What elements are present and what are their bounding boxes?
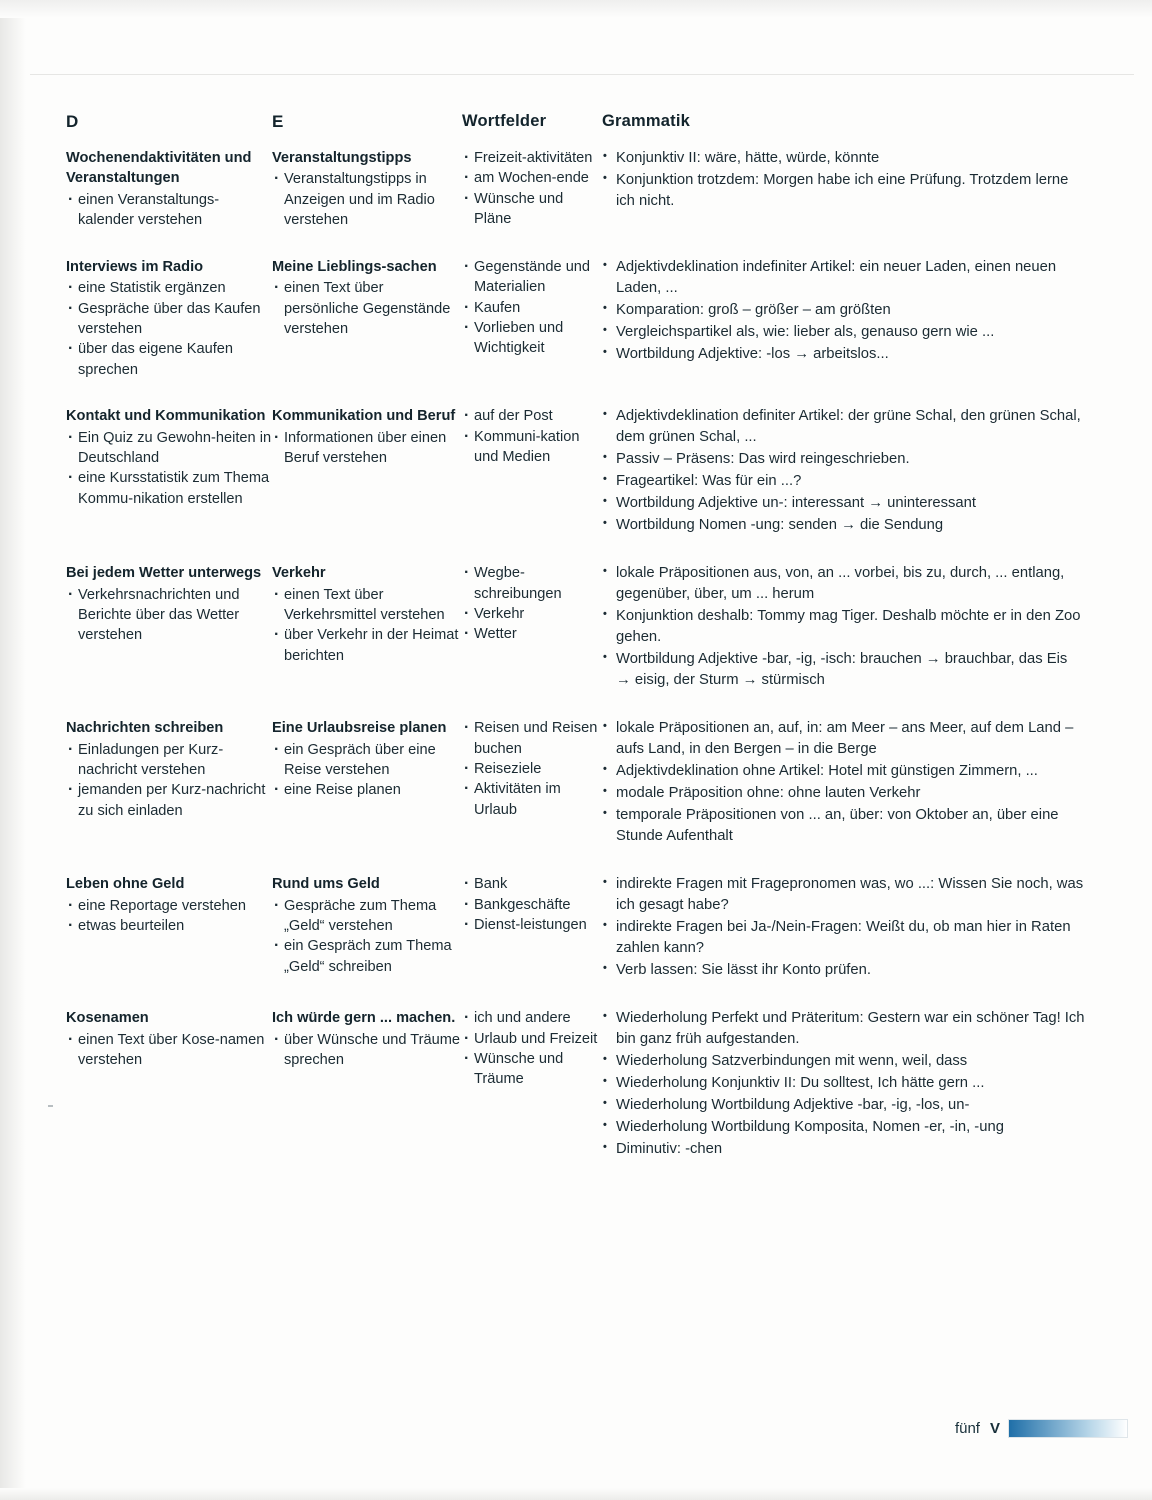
list-item: · einen Text über Verkehrsmittel verstehen bbox=[272, 585, 462, 626]
cell-list bbox=[462, 1008, 602, 1090]
list-item: • Wortbildung Adjektive -bar, -ig, -isch: brauchen → brauchbar, das Eis → eisig, der Sturm → stürmisch bbox=[602, 649, 1086, 691]
list-item: · einen Text über Kose-namen verstehen bbox=[66, 1030, 272, 1071]
list-item: · Ein Quiz zu Gewohn-heiten in Deutschland bbox=[66, 428, 272, 469]
list-item: • Wiederholung Konjunktiv II: Du solltest, Ich hätte gern ... bbox=[602, 1073, 1086, 1094]
list-item: · Bank bbox=[462, 874, 602, 894]
list-item: · Informationen über einen Beruf verstehen bbox=[272, 428, 462, 469]
table-row bbox=[66, 874, 1086, 982]
list-item: · Dienst-leistungen bbox=[462, 915, 602, 935]
list-item: · Reisen und Reisen buchen bbox=[462, 718, 602, 759]
cell-title: Wochenendaktivitäten und Veranstaltungen bbox=[66, 150, 252, 187]
list-item: · eine Reise planen bbox=[272, 780, 462, 800]
list-item: · über das eigene Kaufen sprechen bbox=[66, 339, 272, 380]
list-item: · Reiseziele bbox=[462, 759, 602, 779]
cell-title: Bei jedem Wetter unterwegs bbox=[66, 565, 262, 582]
list-item: • Konjunktiv II: wäre, hätte, würde, könnte bbox=[602, 148, 1086, 169]
cell-e bbox=[272, 874, 462, 977]
cell-list bbox=[602, 148, 1086, 212]
cell-list bbox=[462, 874, 602, 935]
list-item: · Gespräche zum Thema „Geld“ verstehen bbox=[272, 896, 462, 937]
list-item: • modale Präposition ohne: ohne lauten Verkehr bbox=[602, 783, 1086, 804]
list-item: · Bankgeschäfte bbox=[462, 895, 602, 915]
list-item: · Verkehrsnachrichten und Berichte über das Wetter verstehen bbox=[66, 585, 272, 646]
list-item: • Verb lassen: Sie lässt ihr Konto prüfen. bbox=[602, 960, 1086, 981]
table-row bbox=[66, 406, 1086, 537]
cell-list bbox=[272, 740, 462, 801]
cell-wortfelder bbox=[462, 257, 602, 359]
cell-list bbox=[66, 428, 272, 510]
list-item: · Veranstaltungstipps in Anzeigen und im Radio verstehen bbox=[272, 169, 462, 230]
list-item: • Konjunktion trotzdem: Morgen habe ich eine Prüfung. Trotzdem lerne ich nicht. bbox=[602, 170, 1086, 212]
table-row bbox=[66, 148, 1086, 231]
cell-title: Meine Lieblings-sachen bbox=[272, 258, 437, 275]
list-item: · über Wünsche und Träume sprechen bbox=[272, 1030, 462, 1071]
list-item: • Konjunktion deshalb: Tommy mag Tiger. Deshalb möchte er in den Zoo gehen. bbox=[602, 606, 1086, 648]
cell-title: Verkehr bbox=[272, 565, 326, 582]
cell-d bbox=[66, 257, 272, 381]
table-row bbox=[66, 257, 1086, 381]
cell-list bbox=[66, 585, 272, 646]
list-item: • Wiederholung Satzverbindungen mit wenn, weil, dass bbox=[602, 1051, 1086, 1072]
cell-wortfelder bbox=[462, 1008, 602, 1090]
cell-list bbox=[66, 1030, 272, 1071]
cell-title: Interviews im Radio bbox=[66, 258, 204, 275]
table-row bbox=[66, 563, 1086, 692]
list-item: · Gegenstände und Materialien bbox=[462, 257, 602, 298]
cell-grammatik bbox=[602, 406, 1086, 537]
column-header-grammatik: Grammatik bbox=[602, 112, 691, 130]
list-item: • Wortbildung Adjektive un-: interessant → uninteressant bbox=[602, 493, 1086, 514]
cell-title: Kosenamen bbox=[66, 1010, 149, 1027]
list-item: · einen Text über persönliche Gegenstände verstehen bbox=[272, 278, 462, 339]
cell-list bbox=[602, 257, 1086, 365]
cell-list bbox=[272, 428, 462, 469]
list-item: · Wetter bbox=[462, 624, 602, 644]
page-word: fünf bbox=[954, 1420, 980, 1437]
cell-list bbox=[272, 585, 462, 667]
list-item: • lokale Präpositionen an, auf, in: am Meer – ans Meer, auf dem Land – aufs Land, in den Bergen – in die Berge bbox=[602, 718, 1086, 760]
list-item: • Adjektivdeklination indefiniter Artikel: ein neuer Laden, einen neuen Laden, ... bbox=[602, 257, 1086, 299]
list-item: · etwas beurteilen bbox=[66, 916, 272, 936]
list-item: · einen Veranstaltungs-kalender verstehen bbox=[66, 190, 272, 231]
cell-grammatik bbox=[602, 1008, 1086, 1161]
list-item: · Wünsche und Träume bbox=[462, 1049, 602, 1090]
footer-gradient-bar bbox=[1008, 1419, 1128, 1438]
cell-title: Leben ohne Geld bbox=[66, 876, 185, 893]
table-grid bbox=[66, 112, 1086, 1187]
list-item: · Aktivitäten im Urlaub bbox=[462, 779, 602, 820]
list-item: • Passiv – Präsens: Das wird reingeschrieben. bbox=[602, 449, 1086, 470]
page-footer bbox=[955, 1419, 1128, 1438]
list-item: · jemanden per Kurz-nachricht zu sich einladen bbox=[66, 780, 272, 821]
cell-grammatik bbox=[602, 257, 1086, 366]
cell-d bbox=[66, 718, 272, 821]
cell-list bbox=[272, 1030, 462, 1071]
column-header-d: D bbox=[66, 112, 79, 131]
list-item: • Wiederholung Perfekt und Präteritum: Gestern war ein schöner Tag! Ich bin ganz früh aufgestanden. bbox=[602, 1008, 1086, 1050]
list-item: · Kommuni-kation und Medien bbox=[462, 427, 602, 468]
list-item: · Wegbe-schreibungen bbox=[462, 563, 602, 604]
cell-d bbox=[66, 148, 272, 231]
list-item: • Wortbildung Adjektive: -los → arbeitslos... bbox=[602, 344, 1086, 365]
list-item: • Adjektivdeklination ohne Artikel: Hotel mit günstigen Zimmern, ... bbox=[602, 761, 1086, 782]
list-item: · am Wochen-ende bbox=[462, 168, 602, 188]
cell-wortfelder bbox=[462, 874, 602, 935]
cell-list bbox=[462, 718, 602, 820]
list-item: • indirekte Fragen bei Ja-/Nein-Fragen: Weißt du, ob man hier in Raten zahlen kann? bbox=[602, 917, 1086, 959]
cell-title: Kommunikation und Beruf bbox=[272, 408, 456, 425]
list-item: · eine Kursstatistik zum Thema Kommu-nikation erstellen bbox=[66, 468, 272, 509]
list-item: · ich und andere bbox=[462, 1008, 602, 1028]
cell-list bbox=[602, 406, 1086, 536]
page-number: V bbox=[989, 1420, 1000, 1437]
column-header-wortfelder: Wortfelder bbox=[462, 112, 547, 130]
cell-list bbox=[462, 257, 602, 359]
list-item: · Urlaub und Freizeit bbox=[462, 1029, 602, 1049]
cell-e bbox=[272, 148, 462, 231]
list-item: · über Verkehr in der Heimat berichten bbox=[272, 625, 462, 666]
list-item: • Diminutiv: -chen bbox=[602, 1139, 1086, 1160]
list-item: · Vorlieben und Wichtigkeit bbox=[462, 318, 602, 359]
cell-grammatik bbox=[602, 148, 1086, 213]
cell-e bbox=[272, 718, 462, 801]
cell-list bbox=[462, 563, 602, 645]
list-item: · ein Gespräch über eine Reise verstehen bbox=[272, 740, 462, 781]
cell-wortfelder bbox=[462, 148, 602, 230]
table-row bbox=[66, 718, 1086, 848]
cell-list bbox=[602, 718, 1086, 847]
cell-list bbox=[272, 169, 462, 230]
cell-grammatik bbox=[602, 718, 1086, 848]
list-item: · Wünsche und Pläne bbox=[462, 189, 602, 230]
cell-grammatik bbox=[602, 563, 1086, 692]
cell-title: Veranstaltungstipps bbox=[272, 150, 412, 166]
list-item: • temporale Präpositionen von ... an, über: von Oktober an, über eine Stunde Aufenthalt bbox=[602, 805, 1086, 847]
cell-list bbox=[602, 1008, 1086, 1160]
cell-title: Eine Urlaubsreise planen bbox=[272, 720, 447, 737]
cell-list bbox=[602, 563, 1086, 691]
cell-title: Ich würde gern ... machen. bbox=[272, 1010, 456, 1027]
cell-title: Kontakt und Kommunikation bbox=[66, 408, 266, 425]
cell-wortfelder bbox=[462, 718, 602, 820]
table-row bbox=[66, 1008, 1086, 1161]
cell-wortfelder bbox=[462, 563, 602, 645]
cell-d bbox=[66, 1008, 272, 1070]
cell-list bbox=[66, 896, 272, 937]
cell-title: Rund ums Geld bbox=[272, 876, 380, 893]
list-item: • indirekte Fragen mit Fragepronomen was, wo ...: Wissen Sie noch, was ich gesagt habe? bbox=[602, 874, 1086, 916]
cell-list bbox=[462, 148, 602, 230]
list-item: • Vergleichspartikel als, wie: lieber als, genauso gern wie ... bbox=[602, 322, 1086, 343]
list-item: · eine Reportage verstehen bbox=[66, 896, 272, 916]
cell-d bbox=[66, 406, 272, 509]
cell-d bbox=[66, 563, 272, 646]
cell-list bbox=[272, 278, 462, 339]
cell-d bbox=[66, 874, 272, 936]
cell-list bbox=[272, 896, 462, 978]
cell-title: Nachrichten schreiben bbox=[66, 720, 224, 737]
cell-list bbox=[66, 740, 272, 822]
cell-list bbox=[602, 874, 1086, 981]
list-item: · Gespräche über das Kaufen verstehen bbox=[66, 299, 272, 340]
cell-wortfelder bbox=[462, 406, 602, 467]
cell-e bbox=[272, 406, 462, 468]
list-item: • Adjektivdeklination definiter Artikel: der grüne Schal, den grünen Schal, dem grünen Schal, ... bbox=[602, 406, 1086, 448]
list-item: • Wiederholung Wortbildung Adjektive -bar, -ig, -los, un- bbox=[602, 1095, 1086, 1116]
cell-list bbox=[462, 406, 602, 467]
list-item: • Wortbildung Nomen -ung: senden → die Sendung bbox=[602, 515, 1086, 536]
cell-list bbox=[66, 190, 272, 231]
table-header-row bbox=[66, 112, 1086, 132]
cell-e bbox=[272, 563, 462, 666]
list-item: · ein Gespräch zum Thema „Geld“ schreiben bbox=[272, 936, 462, 977]
cell-e bbox=[272, 1008, 462, 1070]
column-header-e: E bbox=[272, 112, 284, 131]
list-item: · Freizeit-aktivitäten bbox=[462, 148, 602, 168]
cell-grammatik bbox=[602, 874, 1086, 982]
list-item: • Wiederholung Wortbildung Komposita, Nomen -er, -in, -ung bbox=[602, 1117, 1086, 1138]
list-item: · Einladungen per Kurz-nachricht verstehen bbox=[66, 740, 272, 781]
list-item: · auf der Post bbox=[462, 406, 602, 426]
cell-list bbox=[66, 278, 272, 380]
list-item: • Frageartikel: Was für ein ...? bbox=[602, 471, 1086, 492]
list-item: • Komparation: groß – größer – am größten bbox=[602, 300, 1086, 321]
list-item: · Verkehr bbox=[462, 604, 602, 624]
list-item: · Kaufen bbox=[462, 298, 602, 318]
list-item: · eine Statistik ergänzen bbox=[66, 278, 272, 298]
cell-e bbox=[272, 257, 462, 340]
list-item: • lokale Präpositionen aus, von, an ... vorbei, bis zu, durch, ... entlang, gegenüber, über, um ... herum bbox=[602, 563, 1086, 605]
